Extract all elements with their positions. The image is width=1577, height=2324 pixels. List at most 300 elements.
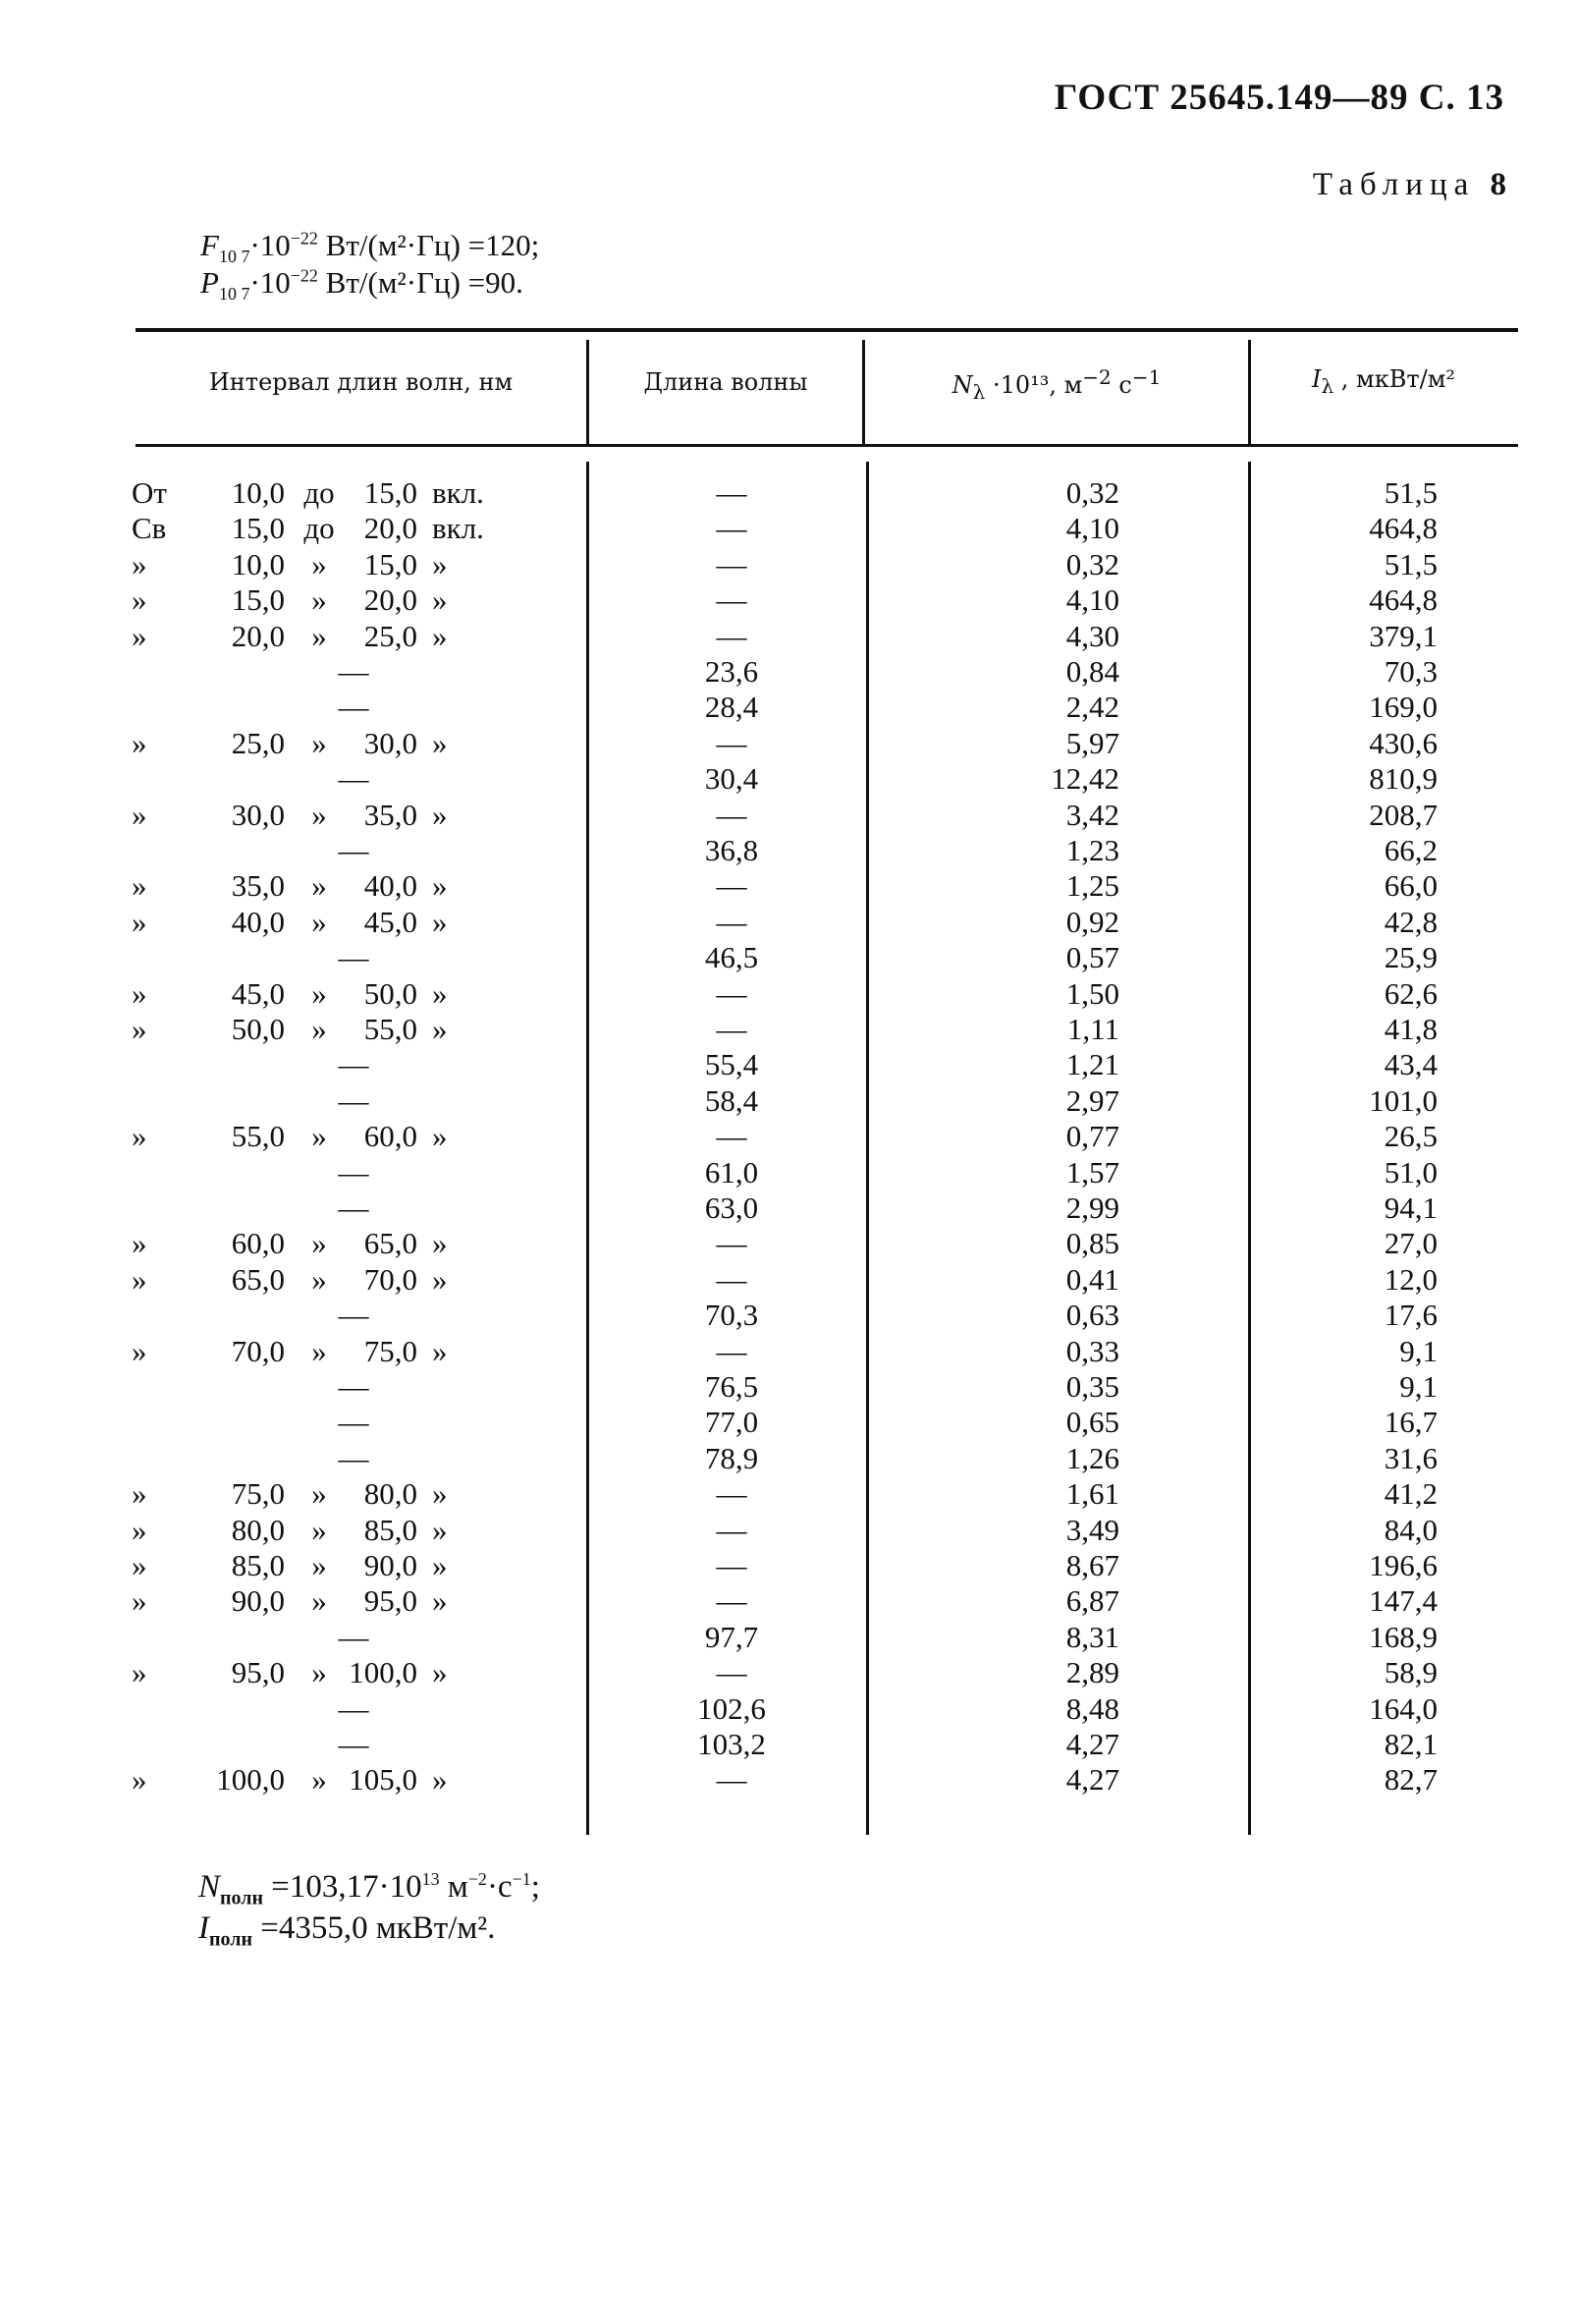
interval-separator: » bbox=[311, 904, 327, 939]
intensity-cell: 430,6 bbox=[1369, 725, 1438, 760]
n-lambda-exp2: −1 bbox=[1131, 365, 1162, 389]
i-lambda-sub: λ bbox=[1321, 373, 1334, 398]
table-row bbox=[0, 1583, 1577, 1619]
flux-p-unit: Вт/(м²·Гц) =90. bbox=[317, 265, 523, 300]
wavelength-cell: — bbox=[716, 475, 747, 510]
interval-prefix: » bbox=[132, 1012, 147, 1046]
total-i-symbol: I bbox=[198, 1910, 209, 1946]
document-header: ГОСТ 25645.149—89 С. 13 bbox=[1054, 78, 1504, 118]
wavelength-cell: — bbox=[716, 1333, 747, 1368]
interval-from: 25,0 bbox=[231, 725, 285, 760]
interval-dash: — bbox=[338, 1298, 369, 1333]
wavelength-cell: 46,5 bbox=[704, 940, 759, 975]
table-caption-label: Таблица bbox=[1312, 167, 1476, 202]
table-row bbox=[0, 511, 1577, 546]
intensity-cell: 26,5 bbox=[1384, 1119, 1438, 1154]
n-lambda-sub: λ bbox=[972, 379, 986, 404]
photon-flux-cell: 12,42 bbox=[1051, 761, 1119, 797]
intensity-cell: 810,9 bbox=[1369, 761, 1438, 797]
table-row bbox=[0, 1476, 1577, 1512]
table-caption bbox=[1313, 167, 1506, 203]
table-row bbox=[0, 547, 1577, 582]
photon-flux-cell: 6,87 bbox=[1065, 1583, 1119, 1619]
table-row bbox=[0, 1405, 1577, 1440]
interval-to: 55,0 bbox=[363, 1012, 417, 1046]
total-n-unit-exp2: −1 bbox=[512, 1869, 531, 1889]
n-lambda-exp1: −2 bbox=[1082, 365, 1112, 389]
flux-f-exp: −22 bbox=[290, 228, 318, 249]
table-row bbox=[0, 1155, 1577, 1190]
flux-p-symbol: P bbox=[200, 265, 219, 300]
table-row bbox=[0, 1298, 1577, 1333]
intensity-cell: 169,0 bbox=[1369, 690, 1438, 725]
wavelength-cell: — bbox=[716, 797, 747, 832]
intensity-cell: 464,8 bbox=[1369, 582, 1438, 618]
flux-f-rest: ·10 bbox=[249, 228, 291, 262]
table-row bbox=[0, 1655, 1577, 1690]
wavelength-cell: 23,6 bbox=[704, 654, 759, 689]
wavelength-cell: 58,4 bbox=[704, 1082, 759, 1118]
table-row bbox=[0, 1727, 1577, 1762]
intensity-cell: 101,0 bbox=[1369, 1082, 1438, 1118]
interval-dash: — bbox=[338, 761, 369, 797]
interval-suffix: » bbox=[432, 1583, 448, 1619]
wavelength-cell: 61,0 bbox=[704, 1154, 759, 1190]
table-row bbox=[0, 582, 1577, 618]
interval-separator: » bbox=[311, 1655, 327, 1690]
wavelength-cell: 30,4 bbox=[704, 761, 759, 797]
table-row bbox=[0, 798, 1577, 833]
photon-flux-cell: 3,42 bbox=[1065, 797, 1119, 832]
interval-prefix: » bbox=[132, 618, 147, 653]
photon-flux-cell: 1,25 bbox=[1065, 868, 1119, 904]
interval-to: 75,0 bbox=[363, 1333, 417, 1368]
interval-dash: — bbox=[338, 1154, 369, 1190]
interval-from: 10,0 bbox=[231, 475, 285, 510]
interval-prefix: » bbox=[132, 1119, 147, 1154]
table-row bbox=[0, 868, 1577, 904]
intensity-cell: 464,8 bbox=[1369, 511, 1438, 546]
interval-suffix: » bbox=[432, 975, 448, 1011]
interval-separator: » bbox=[311, 618, 327, 653]
flux-f-unit: Вт/(м²·Гц) =120; bbox=[317, 228, 540, 262]
intensity-cell: 379,1 bbox=[1369, 618, 1438, 653]
column-header-intensity bbox=[1251, 365, 1516, 398]
interval-from: 65,0 bbox=[231, 1261, 285, 1297]
intensity-cell: 27,0 bbox=[1384, 1226, 1438, 1261]
photon-flux-cell: 4,30 bbox=[1065, 618, 1119, 653]
column-header-wavelength: Длина волны bbox=[643, 368, 808, 396]
total-n-exp: 13 bbox=[421, 1869, 440, 1889]
photon-flux-cell: 4,27 bbox=[1065, 1762, 1119, 1798]
interval-from: 30,0 bbox=[231, 797, 285, 832]
interval-dash: — bbox=[338, 1082, 369, 1118]
total-n-unit: м bbox=[439, 1869, 468, 1905]
interval-to: 60,0 bbox=[363, 1119, 417, 1154]
intensity-cell: 208,7 bbox=[1369, 797, 1438, 832]
wavelength-cell: 103,2 bbox=[697, 1727, 766, 1761]
interval-from: 80,0 bbox=[231, 1512, 285, 1547]
table-row bbox=[0, 726, 1577, 761]
photon-flux-cell: 8,67 bbox=[1065, 1548, 1119, 1582]
interval-prefix: » bbox=[132, 868, 147, 904]
photon-flux-cell: 8,31 bbox=[1065, 1619, 1119, 1654]
total-n-line bbox=[198, 1869, 540, 1910]
table-row bbox=[0, 1334, 1577, 1369]
table-row bbox=[0, 1513, 1577, 1548]
table-row bbox=[0, 654, 1577, 690]
flux-p-rest: ·10 bbox=[249, 265, 291, 300]
table-row bbox=[0, 761, 1577, 797]
wavelength-cell: — bbox=[716, 618, 747, 653]
photon-flux-cell: 1,61 bbox=[1065, 1476, 1119, 1512]
photon-flux-cell: 4,10 bbox=[1065, 511, 1119, 546]
interval-to: 80,0 bbox=[363, 1476, 417, 1512]
column-header-interval: Интервал длин волн, нм bbox=[208, 368, 514, 396]
interval-to: 85,0 bbox=[363, 1512, 417, 1547]
interval-suffix: » bbox=[432, 1226, 448, 1261]
interval-to: 35,0 bbox=[363, 797, 417, 832]
wavelength-cell: 36,8 bbox=[704, 833, 759, 867]
flux-p-sub: 10 7 bbox=[218, 284, 250, 304]
wavelength-cell: — bbox=[716, 1012, 747, 1046]
interval-suffix: » bbox=[432, 1655, 448, 1690]
interval-to: 45,0 bbox=[363, 904, 417, 939]
photon-flux-cell: 2,97 bbox=[1065, 1082, 1119, 1118]
interval-prefix: » bbox=[132, 1476, 147, 1512]
wavelength-cell: 78,9 bbox=[704, 1440, 759, 1475]
interval-to: 15,0 bbox=[363, 546, 417, 581]
interval-from: 75,0 bbox=[231, 1476, 285, 1512]
intensity-cell: 16,7 bbox=[1384, 1405, 1438, 1440]
total-n-sub: полн bbox=[220, 1887, 264, 1909]
flux-p-line bbox=[200, 265, 523, 304]
interval-separator: » bbox=[311, 1119, 327, 1154]
wavelength-cell: — bbox=[716, 582, 747, 618]
photon-flux-cell: 0,32 bbox=[1065, 546, 1119, 581]
table-row bbox=[0, 1620, 1577, 1655]
intensity-cell: 66,0 bbox=[1384, 868, 1438, 904]
interval-from: 90,0 bbox=[231, 1583, 285, 1619]
interval-to: 105,0 bbox=[349, 1762, 417, 1798]
interval-from: 60,0 bbox=[231, 1226, 285, 1261]
wavelength-cell: 102,6 bbox=[697, 1690, 766, 1726]
intensity-cell: 62,6 bbox=[1384, 975, 1438, 1011]
intensity-cell: 94,1 bbox=[1384, 1190, 1438, 1225]
table-number: 8 bbox=[1490, 167, 1506, 202]
flux-p-exp: −22 bbox=[290, 265, 318, 286]
interval-from: 70,0 bbox=[231, 1333, 285, 1368]
column-header-photon-flux bbox=[865, 365, 1248, 404]
photon-flux-cell: 0,65 bbox=[1065, 1405, 1119, 1440]
intensity-cell: 9,1 bbox=[1399, 1333, 1438, 1368]
photon-flux-cell: 0,41 bbox=[1065, 1261, 1119, 1297]
interval-separator: » bbox=[311, 546, 327, 581]
photon-flux-cell: 3,49 bbox=[1065, 1512, 1119, 1547]
interval-suffix: » bbox=[432, 1512, 448, 1547]
interval-prefix: » bbox=[132, 1333, 147, 1368]
interval-from: 100,0 bbox=[216, 1762, 285, 1798]
flux-f-line bbox=[200, 228, 539, 267]
intensity-cell: 41,8 bbox=[1384, 1012, 1438, 1046]
interval-from: 50,0 bbox=[231, 1012, 285, 1046]
total-n-unit-mid: ·с bbox=[486, 1869, 513, 1905]
interval-prefix: » bbox=[132, 1762, 147, 1798]
intensity-cell: 70,3 bbox=[1384, 654, 1438, 689]
interval-to: 30,0 bbox=[363, 725, 417, 760]
photon-flux-cell: 4,10 bbox=[1065, 582, 1119, 618]
table-row bbox=[0, 1691, 1577, 1727]
interval-from: 45,0 bbox=[231, 975, 285, 1011]
interval-separator: » bbox=[311, 1762, 327, 1798]
interval-separator: » bbox=[311, 1548, 327, 1582]
wavelength-cell: — bbox=[716, 1119, 747, 1154]
interval-suffix: » bbox=[432, 797, 448, 832]
wavelength-cell: — bbox=[716, 725, 747, 760]
interval-dash: — bbox=[338, 1690, 369, 1726]
interval-suffix: » bbox=[432, 618, 448, 653]
i-lambda-symbol: I bbox=[1311, 365, 1322, 393]
interval-suffix: » bbox=[432, 1476, 448, 1512]
interval-dash: — bbox=[338, 1369, 369, 1404]
intensity-cell: 66,2 bbox=[1384, 833, 1438, 867]
interval-dash: — bbox=[338, 690, 369, 725]
interval-suffix: » bbox=[432, 904, 448, 939]
total-n-value: =103,17·10 bbox=[263, 1869, 422, 1905]
interval-from: 40,0 bbox=[231, 904, 285, 939]
table-row bbox=[0, 690, 1577, 725]
wavelength-cell: — bbox=[716, 1261, 747, 1297]
interval-separator: » bbox=[311, 868, 327, 904]
interval-from: 10,0 bbox=[231, 546, 285, 581]
interval-dash: — bbox=[338, 1440, 369, 1475]
intensity-cell: 82,1 bbox=[1384, 1727, 1438, 1761]
intensity-cell: 168,9 bbox=[1369, 1619, 1438, 1654]
interval-to: 20,0 bbox=[363, 582, 417, 618]
photon-flux-cell: 4,27 bbox=[1065, 1727, 1119, 1761]
table-row bbox=[0, 833, 1577, 868]
wavelength-cell: — bbox=[716, 1548, 747, 1582]
table-row bbox=[0, 1262, 1577, 1298]
table-row bbox=[0, 1762, 1577, 1798]
wavelength-cell: 70,3 bbox=[704, 1298, 759, 1333]
interval-dash: — bbox=[338, 1619, 369, 1654]
table-top-rule bbox=[136, 328, 1518, 332]
flux-f-symbol: F bbox=[200, 228, 219, 262]
photon-flux-cell: 0,92 bbox=[1065, 904, 1119, 939]
intensity-cell: 9,1 bbox=[1399, 1369, 1438, 1404]
interval-prefix: » bbox=[132, 725, 147, 760]
wavelength-cell: — bbox=[716, 904, 747, 939]
table-row bbox=[0, 1083, 1577, 1119]
photon-flux-cell: 8,48 bbox=[1065, 1690, 1119, 1726]
photon-flux-cell: 5,97 bbox=[1065, 725, 1119, 760]
interval-prefix: » bbox=[132, 1226, 147, 1261]
wavelength-cell: 97,7 bbox=[704, 1619, 759, 1654]
interval-suffix: » bbox=[432, 582, 448, 618]
photon-flux-cell: 0,85 bbox=[1065, 1226, 1119, 1261]
interval-separator: » bbox=[311, 1012, 327, 1046]
intensity-cell: 84,0 bbox=[1384, 1512, 1438, 1547]
interval-prefix: » bbox=[132, 582, 147, 618]
photon-flux-cell: 0,35 bbox=[1065, 1369, 1119, 1404]
table-row bbox=[0, 1119, 1577, 1154]
interval-to: 50,0 bbox=[363, 975, 417, 1011]
intensity-cell: 25,9 bbox=[1384, 940, 1438, 975]
wavelength-cell: — bbox=[716, 546, 747, 581]
interval-dash: — bbox=[338, 833, 369, 867]
interval-suffix: » bbox=[432, 868, 448, 904]
interval-from: 55,0 bbox=[231, 1119, 285, 1154]
intensity-cell: 147,4 bbox=[1369, 1583, 1438, 1619]
wavelength-cell: — bbox=[716, 511, 747, 546]
interval-dash: — bbox=[338, 1405, 369, 1440]
interval-from: 15,0 bbox=[231, 511, 285, 546]
table-row bbox=[0, 976, 1577, 1012]
interval-suffix: » bbox=[432, 1119, 448, 1154]
wavelength-cell: — bbox=[716, 1762, 747, 1798]
intensity-cell: 43,4 bbox=[1384, 1047, 1438, 1082]
interval-suffix: вкл. bbox=[432, 475, 484, 510]
interval-prefix: » bbox=[132, 1655, 147, 1690]
wavelength-cell: — bbox=[716, 1655, 747, 1690]
interval-dash: — bbox=[338, 1047, 369, 1082]
interval-separator: » bbox=[311, 1512, 327, 1547]
interval-dash: — bbox=[338, 1727, 369, 1761]
interval-prefix: От bbox=[132, 475, 167, 510]
wavelength-cell: — bbox=[716, 868, 747, 904]
photon-flux-cell: 2,42 bbox=[1065, 690, 1119, 725]
interval-from: 20,0 bbox=[231, 618, 285, 653]
table-row bbox=[0, 940, 1577, 975]
interval-dash: — bbox=[338, 654, 369, 689]
interval-suffix: » bbox=[432, 1548, 448, 1582]
interval-to: 70,0 bbox=[363, 1261, 417, 1297]
wavelength-cell: 28,4 bbox=[704, 690, 759, 725]
interval-suffix: » bbox=[432, 725, 448, 760]
photon-flux-cell: 1,11 bbox=[1066, 1012, 1119, 1046]
table-row bbox=[0, 475, 1577, 511]
wavelength-cell: — bbox=[716, 1583, 747, 1619]
interval-prefix: » bbox=[132, 1583, 147, 1619]
table-row bbox=[0, 619, 1577, 654]
interval-separator: » bbox=[311, 1226, 327, 1261]
wavelength-cell: — bbox=[716, 1512, 747, 1547]
interval-from: 35,0 bbox=[231, 868, 285, 904]
table-row bbox=[0, 1369, 1577, 1405]
intensity-cell: 41,2 bbox=[1384, 1476, 1438, 1512]
interval-prefix: » bbox=[132, 975, 147, 1011]
n-lambda-units-mid: с bbox=[1111, 371, 1132, 399]
photon-flux-cell: 2,99 bbox=[1065, 1190, 1119, 1225]
interval-to: 25,0 bbox=[363, 618, 417, 653]
interval-prefix: » bbox=[132, 1548, 147, 1582]
table-row bbox=[0, 1226, 1577, 1261]
interval-to: 100,0 bbox=[349, 1655, 417, 1690]
total-n-end: ; bbox=[530, 1869, 540, 1905]
photon-flux-cell: 1,57 bbox=[1065, 1154, 1119, 1190]
intensity-cell: 12,0 bbox=[1384, 1261, 1438, 1297]
photon-flux-cell: 1,26 bbox=[1065, 1440, 1119, 1475]
photon-flux-cell: 1,50 bbox=[1065, 975, 1119, 1011]
photon-flux-cell: 0,84 bbox=[1065, 654, 1119, 689]
total-i-line bbox=[198, 1910, 495, 1952]
interval-separator: » bbox=[311, 797, 327, 832]
intensity-cell: 51,5 bbox=[1384, 475, 1438, 510]
intensity-cell: 51,5 bbox=[1384, 546, 1438, 581]
interval-separator: » bbox=[311, 975, 327, 1011]
intensity-cell: 17,6 bbox=[1384, 1298, 1438, 1333]
photon-flux-cell: 0,77 bbox=[1065, 1119, 1119, 1154]
table-row bbox=[0, 1190, 1577, 1226]
interval-suffix: » bbox=[432, 1012, 448, 1046]
interval-prefix: Св bbox=[132, 511, 167, 546]
table-row bbox=[0, 1012, 1577, 1047]
interval-prefix: » bbox=[132, 1512, 147, 1547]
interval-from: 15,0 bbox=[231, 582, 285, 618]
wavelength-cell: — bbox=[716, 1476, 747, 1512]
interval-to: 15,0 bbox=[363, 475, 417, 510]
wavelength-cell: 76,5 bbox=[704, 1369, 759, 1404]
interval-to: 95,0 bbox=[363, 1583, 417, 1619]
interval-separator: » bbox=[311, 1333, 327, 1368]
interval-prefix: » bbox=[132, 1261, 147, 1297]
interval-separator: » bbox=[311, 725, 327, 760]
interval-prefix: » bbox=[132, 797, 147, 832]
photon-flux-cell: 2,89 bbox=[1065, 1655, 1119, 1690]
interval-suffix: » bbox=[432, 546, 448, 581]
interval-prefix: » bbox=[132, 546, 147, 581]
intensity-cell: 164,0 bbox=[1369, 1690, 1438, 1726]
interval-to: 90,0 bbox=[363, 1548, 417, 1582]
interval-suffix: » bbox=[432, 1762, 448, 1798]
wavelength-cell: 77,0 bbox=[704, 1405, 759, 1440]
intensity-cell: 51,0 bbox=[1384, 1154, 1438, 1190]
interval-separator: » bbox=[311, 582, 327, 618]
table-row bbox=[0, 1548, 1577, 1583]
photon-flux-cell: 0,57 bbox=[1065, 940, 1119, 975]
table-row bbox=[0, 905, 1577, 940]
total-i-value: =4355,0 мкВт/м². bbox=[252, 1910, 496, 1946]
interval-suffix: » bbox=[432, 1333, 448, 1368]
interval-dash: — bbox=[338, 1190, 369, 1225]
table-row bbox=[0, 1047, 1577, 1082]
photon-flux-cell: 1,21 bbox=[1065, 1047, 1119, 1082]
photon-flux-cell: 0,33 bbox=[1065, 1333, 1119, 1368]
interval-to: 65,0 bbox=[363, 1226, 417, 1261]
total-n-symbol: N bbox=[198, 1869, 221, 1905]
wavelength-cell: — bbox=[716, 975, 747, 1011]
total-i-sub: полн bbox=[209, 1928, 253, 1951]
interval-suffix: вкл. bbox=[432, 511, 484, 546]
interval-from: 95,0 bbox=[231, 1655, 285, 1690]
interval-separator: » bbox=[311, 1476, 327, 1512]
wavelength-cell: 63,0 bbox=[704, 1190, 759, 1225]
photon-flux-cell: 1,23 bbox=[1065, 833, 1119, 867]
total-n-unit-exp1: −2 bbox=[467, 1869, 487, 1889]
wavelength-cell: 55,4 bbox=[704, 1047, 759, 1082]
interval-prefix: » bbox=[132, 904, 147, 939]
interval-separator: до bbox=[303, 475, 335, 510]
intensity-cell: 82,7 bbox=[1384, 1762, 1438, 1798]
n-lambda-units: ·10¹³, м bbox=[985, 371, 1083, 399]
intensity-cell: 31,6 bbox=[1384, 1440, 1438, 1475]
interval-from: 85,0 bbox=[231, 1548, 285, 1582]
intensity-cell: 58,9 bbox=[1384, 1655, 1438, 1690]
interval-separator: » bbox=[311, 1261, 327, 1297]
intensity-cell: 196,6 bbox=[1369, 1548, 1438, 1582]
table-row bbox=[0, 1441, 1577, 1476]
